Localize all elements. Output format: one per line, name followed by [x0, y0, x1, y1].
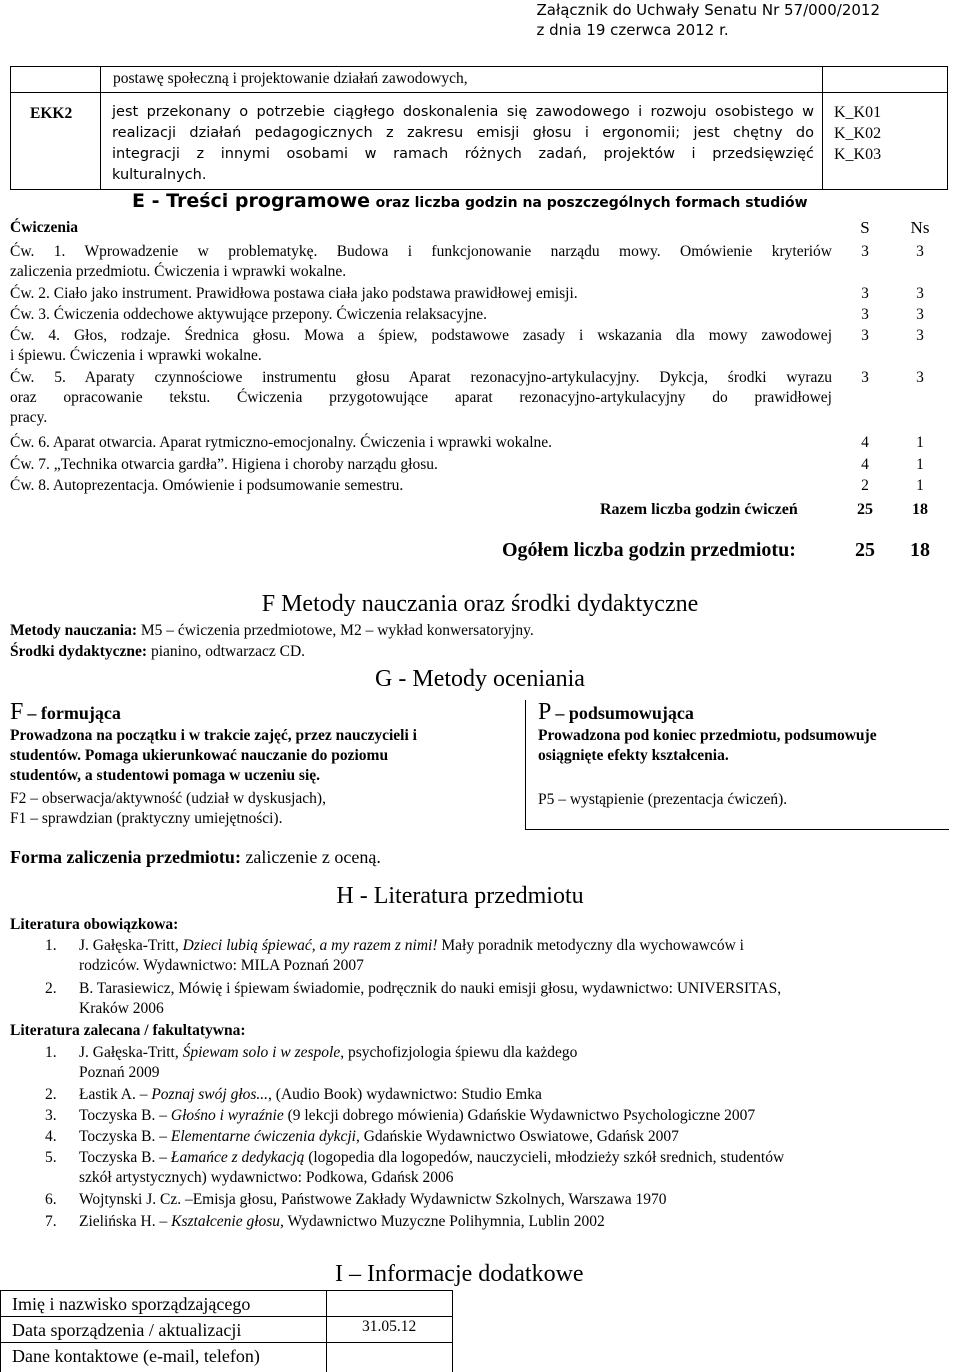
list-item-number: 1.	[45, 1044, 57, 1061]
summative-heading	[538, 699, 694, 726]
table-row	[10, 326, 832, 366]
hours-ns: 3	[916, 243, 924, 260]
exercises-subhead: Ćwiczenia	[10, 219, 79, 236]
formative-line: Prowadzona na początku i w trakcie zajęć, przez nauczycieli i	[10, 727, 417, 744]
formative-method: F1 – sprawdzian (praktyczny umiejętności).	[10, 810, 283, 827]
list-item-continuation: Kraków 2006	[79, 1000, 164, 1017]
section-e-title	[132, 190, 808, 212]
table-row	[10, 242, 832, 282]
total-label: Razem liczba godzin ćwiczeń	[600, 501, 798, 518]
table-border	[0, 1342, 453, 1343]
table-border	[10, 92, 948, 93]
hours-ns: 1	[916, 434, 924, 451]
row-line: pracy.	[10, 409, 48, 426]
summative-letter: P	[538, 699, 552, 725]
list-item-title: Kształcenie głosu,	[171, 1213, 284, 1230]
list-item-text: Toczyska B. –	[79, 1128, 171, 1145]
list-item-title: Łamańce z dedykacją	[170, 1149, 305, 1166]
table-border	[947, 66, 948, 190]
hours-s: 3	[861, 285, 869, 302]
list-item-text: (Audio Book) wydawnictwo: Studio Emka	[271, 1086, 542, 1103]
table-border	[10, 66, 948, 67]
didactic-means-text: pianino, odtwarzacz CD.	[150, 643, 306, 660]
hours-s: 3	[861, 306, 869, 323]
section-g-title	[0, 665, 960, 693]
list-item	[79, 979, 781, 1019]
hours-ns: 3	[916, 306, 924, 323]
list-item-text: Mały poradnik metodyczny dla wychowawców i	[437, 937, 744, 954]
list-item-number: 1.	[45, 937, 57, 954]
credit-form	[10, 846, 381, 868]
summative-line: osiągnięte efekty kształcenia.	[538, 747, 729, 764]
table-row: Ćw. 2. Ciało jako instrument. Prawidłowa postawa ciała jako podstawa prawidłowej emisji.	[10, 285, 578, 302]
recommended-literature-label: Literatura zalecana / fakultatywna:	[10, 1022, 246, 1039]
hours-s: 3	[861, 369, 869, 386]
list-item-continuation: Poznań 2009	[79, 1064, 160, 1081]
hours-ns: 1	[916, 477, 924, 494]
hours-s: 3	[861, 327, 869, 344]
list-item-title: Dzieci lubią śpiewać, a my razem z nimi!	[182, 937, 438, 954]
credit-form-value: zaliczenie z oceną.	[245, 847, 381, 867]
hours-s: 3	[861, 243, 869, 260]
list-item	[79, 1212, 605, 1232]
teaching-methods-text: M5 – ćwiczenia przedmiotowe, M2 – wykład konwersatoryjny.	[140, 622, 534, 639]
table-border	[100, 66, 101, 190]
date-label: Data sporządzenia / aktualizacji	[12, 1320, 242, 1340]
competency-codes	[834, 102, 881, 165]
list-item-title: Elementarne ćwiczenia dykcji	[170, 1128, 356, 1145]
table-row	[10, 368, 832, 428]
ekk-top-row-text: postawę społeczną i projektowanie działań zawodowych,	[113, 70, 468, 87]
list-item	[79, 1127, 679, 1147]
resolution-date: z dnia 19 czerwca 2012 r.	[536, 21, 729, 39]
table-border	[0, 1290, 1, 1372]
ekk2-code: EKK2	[30, 105, 73, 122]
competency-code: K_K03	[834, 146, 882, 163]
formative-line: studentów. Pomaga ukierunkować nauczanie do poziomu	[10, 747, 389, 764]
ekk2-description	[112, 102, 814, 186]
credit-form-label: Forma zaliczenia przedmiotu:	[10, 847, 241, 867]
list-item	[79, 1106, 755, 1126]
row-line: zaliczenia przedmiotu. Ćwiczenia i wprawki wokalne.	[10, 263, 347, 280]
table-border	[326, 1290, 327, 1372]
list-item-number: 4.	[45, 1128, 57, 1145]
table-row: Ćw. 6. Aparat otwarcia. Aparat rytmiczno-emocjonalny. Ćwiczenia i wprawki wokalne.	[10, 434, 553, 451]
list-item-text: J. Gałęska-Tritt,	[79, 1044, 183, 1061]
contact-label: Dane kontaktowe (e-mail, telefon)	[12, 1346, 260, 1366]
list-item	[79, 936, 744, 976]
hours-ns: 1	[916, 456, 924, 473]
resolution-line: Załącznik do Uchwały Senatu Nr 57/000/2012	[536, 1, 880, 19]
section-i-title: I – Informacje dodatkowe	[335, 1261, 584, 1287]
table-border	[10, 66, 11, 190]
hours-s: 2	[861, 477, 869, 494]
list-item-text: Zielińska H. –	[79, 1213, 172, 1230]
summative-method: P5 – wystąpienie (prezentacja ćwiczeń).	[538, 791, 788, 808]
table-border	[0, 1290, 453, 1291]
list-item-title: Śpiewam solo i w zespole	[182, 1044, 341, 1061]
formative-method: F2 – obserwacja/aktywność (udział w dyskusjach),	[10, 790, 326, 807]
list-item-text: B. Tarasiewicz, Mówię i śpiewam świadomie, podręcznik do nauki emisji głosu, wydawnictwo: UNIVERSITAS,	[79, 980, 782, 997]
list-item-text: , Gdańskie Wydawnictwo Oswiatowe, Gdańsk 2007	[355, 1128, 679, 1145]
formative-line: studentów, a studentowi pomaga w uczeniu się.	[10, 767, 321, 784]
section-e-title-small: oraz liczba godzin na poszczególnych formach studiów	[375, 195, 808, 211]
section-f-title: F Metody nauczania oraz środki dydaktyczne	[261, 591, 699, 617]
list-item-number: 6.	[45, 1191, 57, 1208]
list-item-number: 7.	[45, 1213, 57, 1230]
row-line: Ćw. 5. Aparaty czynnościowe instrumentu głosu Aparat rezonacyjno-artykulacyjny. Dykcja, środki wyrazu	[10, 369, 832, 386]
teaching-methods-label: Metody nauczania:	[10, 622, 138, 639]
list-item-number: 2.	[45, 1086, 57, 1103]
hours-s: 4	[861, 434, 869, 451]
list-item	[79, 1085, 542, 1105]
teaching-methods	[10, 621, 534, 641]
section-h-title-text: H - Literatura przedmiotu	[336, 883, 584, 909]
list-item-text: Toczyska B. –	[79, 1107, 171, 1124]
hours-ns: 3	[916, 285, 924, 302]
ekk2-line: integracji z innymi osobami w ramach różnych zadań, projektów i przedsięwzięć	[112, 146, 814, 162]
competency-code: K_K01	[834, 104, 882, 121]
competency-code: K_K02	[834, 125, 882, 142]
section-g-title-text: G - Metody oceniania	[375, 666, 585, 692]
list-item	[79, 1148, 784, 1188]
table-row: Ćw. 7. „Technika otwarcia gardła”. Higiena i choroby narządu głosu.	[10, 456, 438, 473]
list-item-text: Wydawnictwo Muzyczne Polihymnia, Lublin 2002	[283, 1213, 605, 1230]
grand-total-label: Ogółem liczba godzin przedmiotu:	[502, 539, 796, 561]
table-border	[452, 1290, 453, 1372]
document-header	[537, 0, 881, 40]
total-s: 25	[857, 501, 873, 518]
required-literature-label: Literatura obowiązkowa:	[10, 916, 179, 933]
formative-label: – formująca	[27, 703, 121, 723]
list-item-text: J. Gałęska-Tritt,	[79, 937, 183, 954]
list-item-text: Łastik A. –	[79, 1086, 152, 1103]
table-row: Ćw. 3. Ćwiczenia oddechowe aktywujące przepony. Ćwiczenia relaksacyjne.	[10, 306, 488, 323]
list-item-text: , psychofizjologia śpiewu dla każdego	[340, 1044, 578, 1061]
summative-line: Prowadzona pod koniec przedmiotu, podsumowuje	[538, 727, 877, 744]
table-border	[822, 66, 823, 190]
formative-description	[10, 726, 417, 786]
formative-methods	[10, 789, 326, 829]
ekk2-line: realizacji działań pedagogicznych z zakresu emisji głosu i ergonomii; jest chętny do	[112, 125, 814, 141]
date-value: 31.05.12	[362, 1318, 417, 1335]
formative-letter: F	[10, 699, 24, 725]
row-line: i śpiewu. Ćwiczenia i wprawki wokalne.	[10, 347, 262, 364]
section-e-title-big: E - Treści programowe	[132, 190, 371, 212]
row-line: Ćw. 4. Głos, rodzaje. Średnica głosu. Mowa a śpiew, podstawowe zasady i wskazania dla mowy zawodowej	[10, 327, 832, 344]
column-ns-header: Ns	[910, 218, 930, 237]
list-item-continuation: rodziców. Wydawnictwo: MILA Poznań 2007	[79, 957, 364, 974]
formative-heading	[10, 699, 121, 726]
list-item-number: 3.	[45, 1107, 57, 1124]
ekk2-line: kulturalnych.	[112, 167, 207, 183]
author-label: Imię i nazwisko sporządzającego	[12, 1294, 251, 1314]
list-item-title: Poznaj swój głos...,	[151, 1086, 272, 1103]
grand-total-ns: 18	[910, 539, 930, 561]
list-item-number: 5.	[45, 1149, 57, 1166]
summative-label: – podsumowująca	[555, 703, 694, 723]
row-line: Ćw. 1. Wprowadzenie w problematykę. Budowa i funkcjonowanie narządu mowy. Omówienie kryteriów	[10, 243, 832, 260]
section-h-title	[0, 882, 960, 910]
hours-s: 4	[861, 456, 869, 473]
list-item-number: 2.	[45, 980, 57, 997]
list-item-text: (logopedia dla logopedów, nauczycieli, młodzieży szkół srednich, studentów	[304, 1149, 785, 1166]
list-item-continuation: szkół artystycznych) wydawnictwo: Podkowa, Gdańsk 2006	[79, 1169, 454, 1186]
list-item-text: (9 lekcji dobrego mówienia) Gdańskie Wydawnictwo Psychologiczne 2007	[283, 1107, 756, 1124]
list-item-title: Głośno i wyraźnie	[170, 1107, 284, 1124]
total-ns: 18	[912, 501, 928, 518]
summative-description	[538, 726, 877, 766]
column-s-header: S	[860, 218, 870, 237]
table-row: Ćw. 8. Autoprezentacja. Omówienie i podsumowanie semestru.	[10, 477, 404, 494]
list-item: Wojtynski J. Cz. –Emisja głosu, Państwowe Zakłady Wydawnictw Szkolnych, Warszawa 1970	[79, 1191, 667, 1208]
row-line: oraz opracowanie tekstu. Ćwiczenia przygotowujące aparat rezonacyjno-artykulacyjny do prawidłowej	[10, 389, 832, 406]
list-item-text: Toczyska B. –	[79, 1149, 171, 1166]
assessment-divider	[525, 829, 949, 830]
hours-ns: 3	[916, 369, 924, 386]
hours-ns: 3	[916, 327, 924, 344]
didactic-means-label: Środki dydaktyczne:	[10, 643, 148, 660]
assessment-divider	[525, 700, 526, 830]
ekk2-line: jest przekonany o potrzebie ciągłego doskonalenia się zawodowego i rozwoju osobistego w	[112, 104, 814, 120]
list-item	[79, 1043, 577, 1083]
grand-total-s: 25	[855, 539, 875, 561]
didactic-means	[10, 642, 305, 662]
